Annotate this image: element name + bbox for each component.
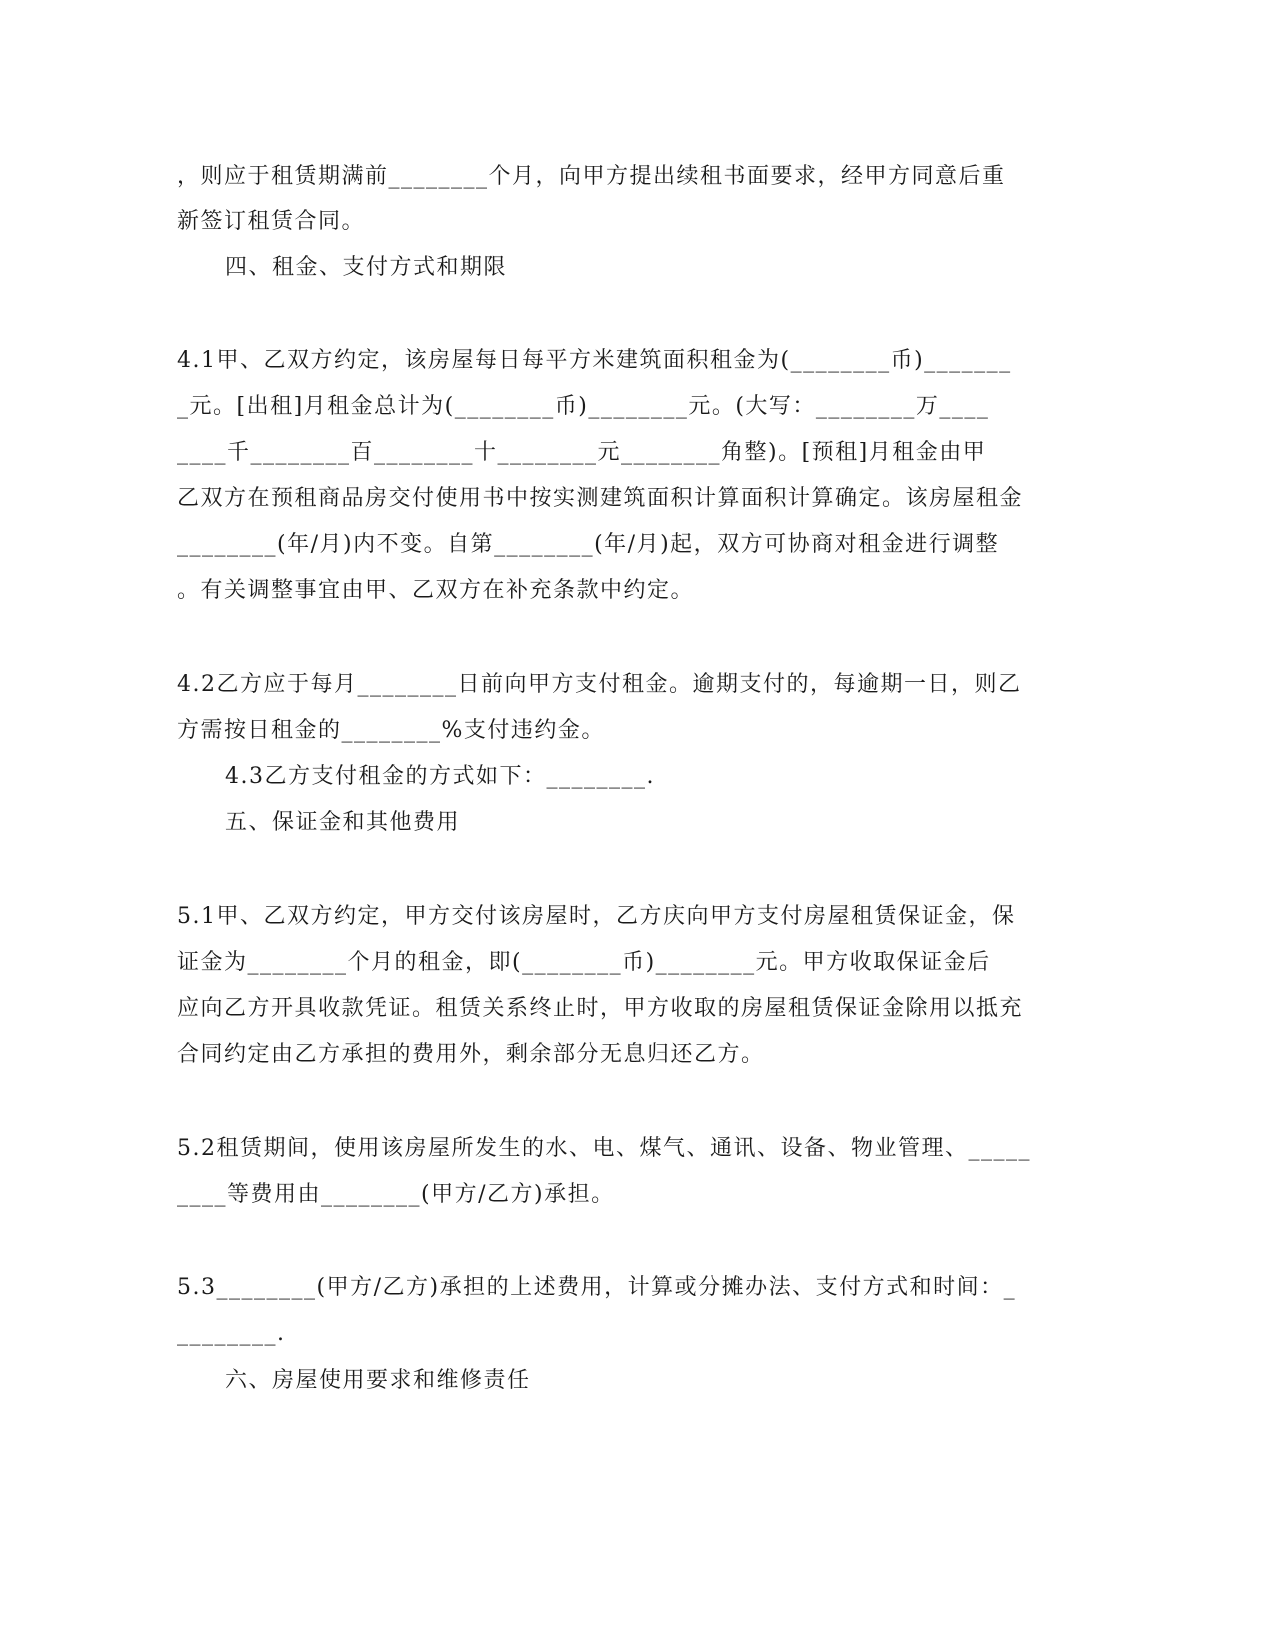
text-line: 4.3乙方支付租金的方式如下：________. (225, 764, 655, 789)
section-heading: 六、房屋使用要求和维修责任 (225, 1368, 531, 1393)
section-heading: 五、保证金和其他费用 (225, 810, 461, 835)
text-line: _元。[出租]月租金总计为(________币)________元。(大写：________万____ (177, 394, 990, 419)
text-line: 方需按日租金的________%支付违约金。 (177, 718, 605, 743)
text-line: ________(年/月)内不变。自第________(年/月)起，双方可协商对租金进行调整 (177, 532, 1000, 557)
text-line: 应向乙方开具收款凭证。租赁关系终止时，甲方收取的房屋租赁保证金除用以抵充 (177, 996, 1024, 1021)
text-line: ，则应于租赁期满前________个月，向甲方提出续租书面要求，经甲方同意后重 (177, 164, 1006, 189)
text-line: ____等费用由________(甲方/乙方)承担。 (177, 1182, 615, 1207)
text-line: 合同约定由乙方承担的费用外，剩余部分无息归还乙方。 (177, 1042, 765, 1067)
text-line: 4.1甲、乙双方约定，该房屋每日每平方米建筑面积租金为(________币)_______ (177, 348, 1012, 373)
text-line: 。有关调整事宜由甲、乙双方在补充条款中约定。 (177, 578, 695, 603)
text-line: 5.1甲、乙双方约定，甲方交付该房屋时，乙方庆向甲方支付房屋租赁保证金，保 (177, 904, 1016, 929)
text-line: ________. (177, 1321, 286, 1346)
text-line: 证金为________个月的租金，即(________币)________元。甲方收取保证金后 (177, 950, 991, 975)
section-heading: 四、租金、支付方式和期限 (225, 255, 508, 280)
text-line: 乙双方在预租商品房交付使用书中按实测建筑面积计算面积计算确定。该房屋租金 (177, 486, 1024, 511)
text-line: 新签订租赁合同。 (177, 209, 366, 234)
text-line: ____千________百________十________元________角整)。[预租]月租金由甲 (177, 440, 987, 465)
text-line: 5.3________(甲方/乙方)承担的上述费用，计算或分摊办法、支付方式和时间：_ (177, 1275, 1017, 1300)
text-line: 5.2租赁期间，使用该房屋所发生的水、电、煤气、通讯、设备、物业管理、_____ (177, 1136, 1031, 1161)
text-line: 4.2乙方应于每月________日前向甲方支付租金。逾期支付的，每逾期一日，则乙 (177, 672, 1022, 697)
